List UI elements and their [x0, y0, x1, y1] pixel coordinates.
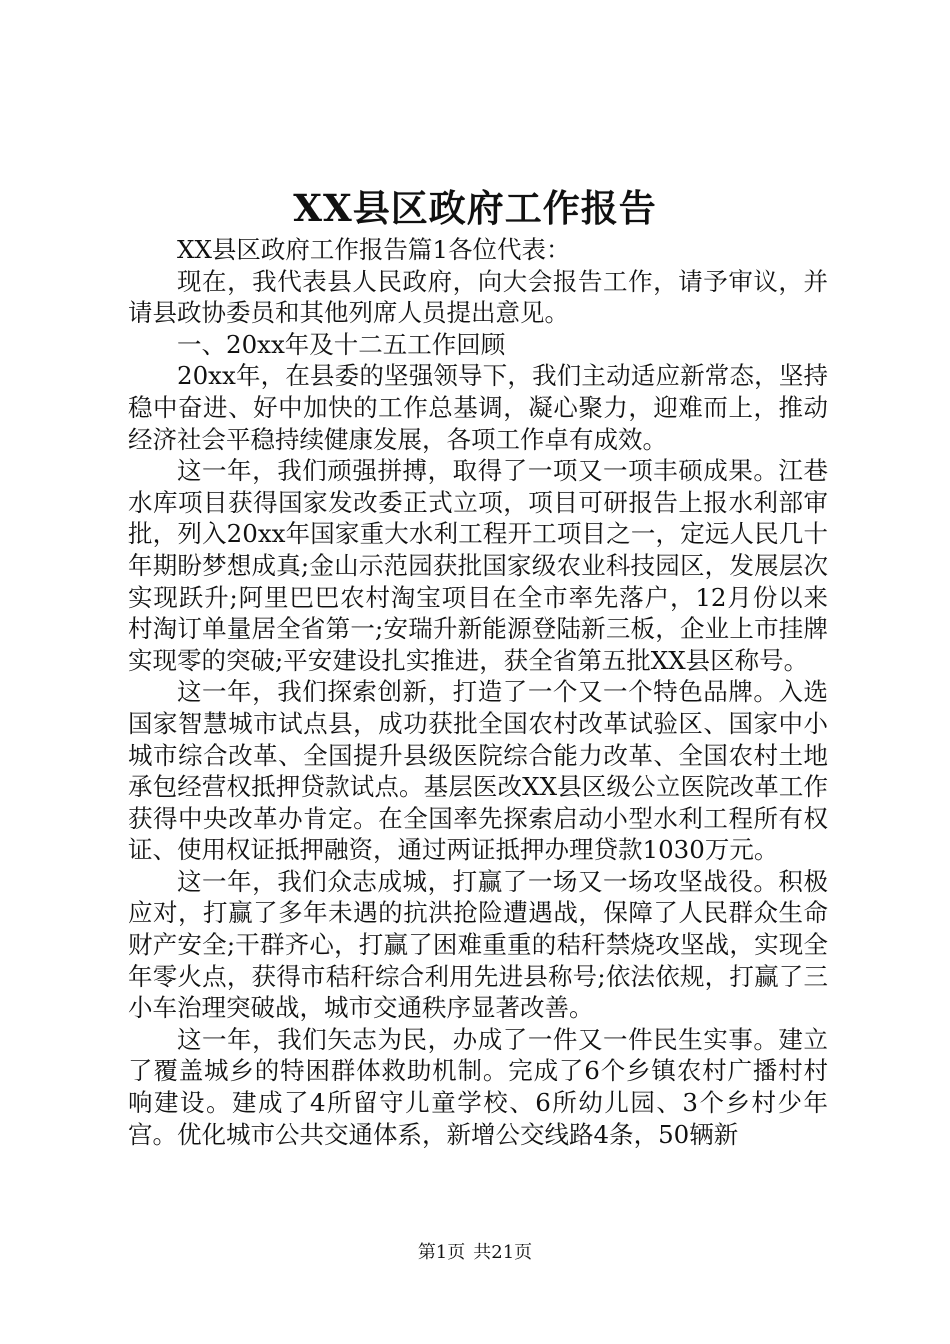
paragraph: 这一年，我们众志成城，打赢了一场又一场攻坚战役。积极应对，打赢了多年未遇的抗洪抢险遭遇战，保障了人民群众生命财产安全;干群齐心，打赢了困难重重的秸秆禁烧攻坚战，实现全年零火点，获得市秸秆综合利用先进县称号;依法依规，打赢了三小车治理突破战，城市交通秩序显著改善。 [128, 866, 828, 1023]
paragraph: 20xx年，在县委的坚强领导下，我们主动适应新常态，坚持稳中奋进、好中加快的工作总基调，凝心聚力，迎难而上，推动经济社会平稳持续健康发展，各项工作卓有成效。 [128, 361, 828, 454]
page-footer [0, 1240, 950, 1266]
paragraph: 这一年，我们顽强拼搏，取得了一项又一项丰硕成果。江巷水库项目获得国家发改委正式立项，项目可研报告上报水利部审批，列入20xx年国家重大水利工程开工项目之一，定远人民几十年期盼梦想成真;金山示范园获批国家级农业科技园区，发展层次实现跃升;阿里巴巴农村淘宝项目在全市率先落户，12月份以来村淘订单量居全省第一;安瑞升新能源登陆新三板，企业上市挂牌实现零的突破;平安建设扎实推进，获全省第五批XX县区称号。 [128, 456, 828, 675]
paragraph: 现在，我代表县人民政府，向大会报告工作，请予审议，并请县政协委员和其他列席人员提出意见。 [128, 266, 828, 328]
paragraph: XX县区政府工作报告篇1各位代表： [177, 235, 571, 264]
page-total: 共21页 [473, 1242, 533, 1263]
page-number: 第1页 [417, 1242, 466, 1263]
section-heading: 一、20xx年及十二五工作回顾 [177, 329, 506, 359]
paragraph: 这一年，我们探索创新，打造了一个又一个特色品牌。入选国家智慧城市试点县，成功获批全国农村改革试验区、国家中小城市综合改革、全国提升县级医院综合能力改革、全国农村土地承包经营权抵押贷款试点。基层医改XX县区级公立医院改革工作获得中央改革办肯定。在全国率先探索启动小型水利工程所有权证、使用权证抵押融资，通过两证抵押办理贷款1030万元。 [128, 677, 828, 865]
paragraph: 这一年，我们矢志为民，办成了一件又一件民生实事。建立了覆盖城乡的特困群体救助机制。完成了6个乡镇农村广播村村响建设。建成了4所留守儿童学校、6所幼儿园、3个乡村少年宫。优化城市公共交通体系，新增公交线路4条，50辆新 [128, 1024, 828, 1149]
document-title: XX县区政府工作报告 [293, 186, 657, 230]
document-body [128, 234, 828, 1150]
